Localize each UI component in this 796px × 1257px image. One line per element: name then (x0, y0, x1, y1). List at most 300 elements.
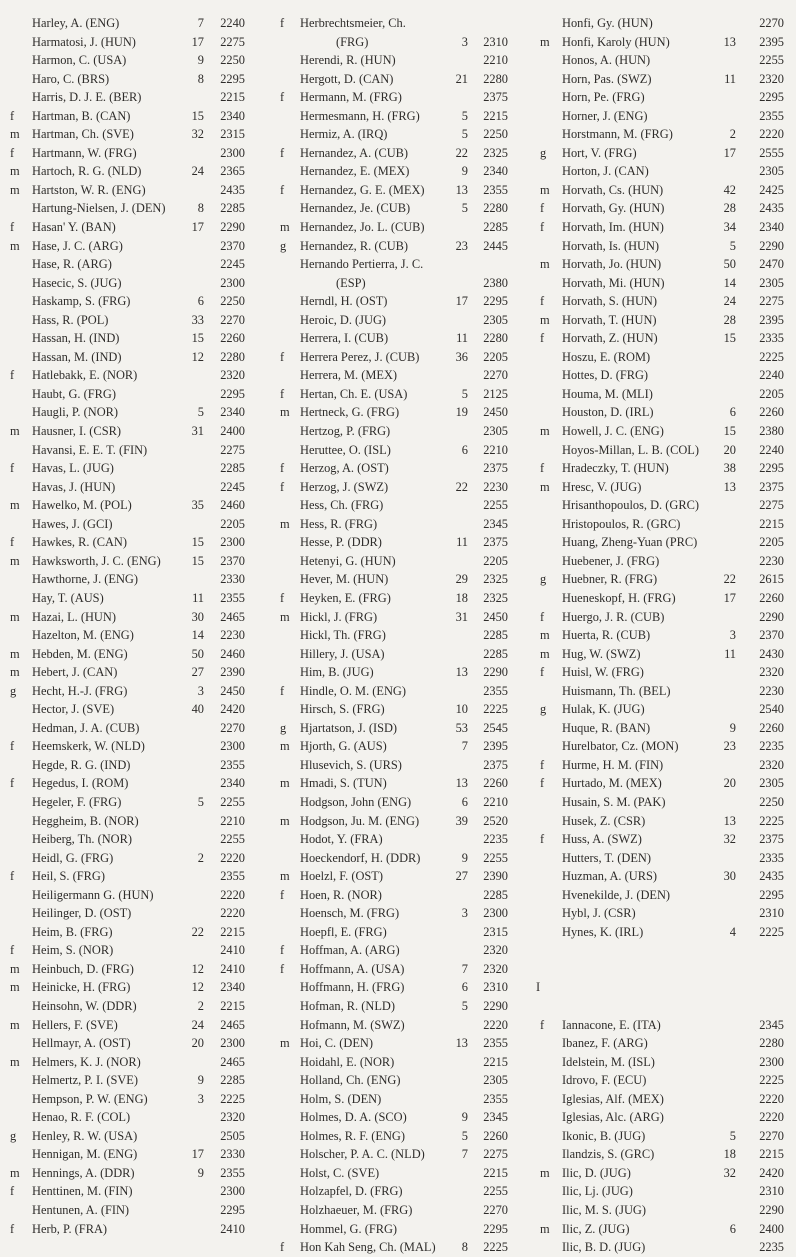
elo-rating: 2215 (483, 108, 508, 123)
games-count: 13 (723, 813, 736, 828)
elo-rating: 2555 (759, 145, 784, 160)
player-name: Hresc, V. (JUG) (562, 479, 642, 494)
player-name: Hennigan, M. (ENG) (32, 1147, 138, 1162)
title-code: m (540, 1221, 550, 1236)
elo-rating: 2215 (759, 1147, 784, 1162)
player-name: I (536, 980, 541, 995)
games-count: 11 (456, 331, 468, 346)
player-row (532, 218, 796, 237)
elo-rating: 2125 (483, 386, 508, 401)
title-code: f (10, 535, 15, 550)
player-name: Heinicke, H. (FRG) (32, 980, 131, 995)
player-name: Him, B. (JUG) (300, 665, 374, 680)
games-count: 5 (461, 998, 468, 1013)
title-code: f (10, 869, 15, 884)
games-count: 15 (723, 424, 736, 439)
player-row (268, 459, 526, 478)
games-count: 18 (455, 590, 468, 605)
player-row (532, 700, 796, 719)
player-row (0, 237, 258, 256)
title-code: m (280, 609, 290, 624)
elo-rating: 2295 (220, 71, 245, 86)
games-count: 20 (723, 776, 736, 791)
elo-rating: 2215 (483, 1165, 508, 1180)
games-count: 15 (191, 535, 204, 550)
player-row (0, 626, 258, 645)
elo-rating: 2375 (759, 479, 784, 494)
elo-rating: 2280 (759, 1036, 784, 1051)
elo-rating: 2335 (759, 331, 784, 346)
title-code: f (10, 461, 15, 476)
elo-rating: 2270 (220, 312, 245, 327)
player-row (532, 663, 796, 682)
elo-rating: 2220 (759, 127, 784, 142)
games-count: 9 (461, 1110, 468, 1125)
player-row (532, 237, 796, 256)
player-row (268, 700, 526, 719)
title-code: f (540, 776, 545, 791)
title-code: m (540, 646, 550, 661)
player-row (532, 719, 796, 738)
player-name: Hon Kah Seng, Ch. (MAL) (300, 1240, 436, 1255)
player-name: Hoeckendorf, H. (DDR) (300, 850, 421, 865)
player-row (0, 403, 258, 422)
games-count: 15 (191, 553, 204, 568)
player-name: Holmes, D. A. (SCO) (300, 1110, 407, 1125)
games-count: 6 (729, 405, 736, 420)
elo-rating: 2285 (483, 646, 508, 661)
player-name: Iglesias, Alf. (MEX) (562, 1091, 664, 1106)
player-name: Henttinen, M. (FIN) (32, 1184, 133, 1199)
title-code: f (540, 461, 545, 476)
player-row (0, 1182, 258, 1201)
games-count: 15 (723, 331, 736, 346)
games-count: 24 (723, 294, 736, 309)
elo-rating: 2250 (483, 127, 508, 142)
player-row (532, 496, 796, 515)
player-name: Heidl, G. (FRG) (32, 850, 114, 865)
player-name: Hegeler, F. (FRG) (32, 794, 122, 809)
elo-rating: 2450 (220, 683, 245, 698)
player-row (0, 960, 258, 979)
player-name: Horn, Pas. (SWZ) (562, 71, 652, 86)
elo-rating: 2295 (483, 294, 508, 309)
elo-rating: 2255 (759, 53, 784, 68)
title-code: f (540, 331, 545, 346)
elo-rating: 2300 (220, 275, 245, 290)
player-name: Hegedus, I. (ROM) (32, 776, 129, 791)
player-name: Hellers, F. (SVE) (32, 1017, 118, 1032)
player-row (268, 33, 526, 52)
player-row (268, 978, 526, 997)
player-row (532, 608, 796, 627)
player-name: Heiberg, Th. (NOR) (32, 832, 133, 847)
player-row (0, 663, 258, 682)
games-count: 28 (723, 312, 736, 327)
player-row (0, 774, 258, 793)
elo-rating: 2225 (759, 1073, 784, 1088)
player-name: Herzog, A. (OST) (300, 461, 389, 476)
player-row (268, 51, 526, 70)
elo-rating: 2355 (220, 869, 245, 884)
player-row (0, 478, 258, 497)
player-row (0, 1108, 258, 1127)
player-row (0, 385, 258, 404)
player-name: Hermann, M. (FRG) (300, 90, 402, 105)
title-code: f (10, 108, 15, 123)
games-count: 42 (723, 182, 736, 197)
title-code: f (280, 145, 285, 160)
elo-rating: 2375 (483, 461, 508, 476)
elo-rating: 2205 (483, 349, 508, 364)
player-name: Hever, M. (HUN) (300, 572, 389, 587)
player-row (268, 1053, 526, 1072)
player-row (532, 162, 796, 181)
player-row (0, 33, 258, 52)
games-count: 5 (461, 1128, 468, 1143)
elo-rating: 2355 (483, 683, 508, 698)
player-row (0, 218, 258, 237)
player-row (268, 329, 526, 348)
title-code: f (280, 182, 285, 197)
player-row (532, 459, 796, 478)
elo-rating: 2400 (220, 424, 245, 439)
elo-rating: 2340 (483, 164, 508, 179)
games-count: 6 (461, 794, 468, 809)
elo-rating: 2395 (483, 739, 508, 754)
elo-rating: 2315 (220, 127, 245, 142)
player-name: Henley, R. W. (USA) (32, 1128, 138, 1143)
player-name: Harmon, C. (USA) (32, 53, 127, 68)
player-name: Huzman, A. (URS) (562, 869, 657, 884)
player-row (0, 886, 258, 905)
elo-rating: 2280 (220, 349, 245, 364)
player-row (0, 849, 258, 868)
elo-rating: 2615 (759, 572, 784, 587)
player-name: Hertzog, P. (FRG) (300, 424, 391, 439)
elo-rating: 2210 (220, 813, 245, 828)
player-name: Hase, R. (ARG) (32, 257, 112, 272)
player-row (0, 978, 258, 997)
title-code: f (540, 201, 545, 216)
player-name: Heinbuch, D. (FRG) (32, 961, 134, 976)
player-name: Hjorth, G. (AUS) (300, 739, 387, 754)
player-row (268, 70, 526, 89)
title-code: f (10, 368, 15, 383)
title-code: m (10, 646, 20, 661)
player-name: Hetenyi, G. (HUN) (300, 553, 396, 568)
player-name: Hurtado, M. (MEX) (562, 776, 662, 791)
elo-rating: 2320 (483, 943, 508, 958)
player-name: Hartman, Ch. (SVE) (32, 127, 134, 142)
player-row (532, 1108, 796, 1127)
elo-rating: 2375 (483, 757, 508, 772)
elo-rating: 2260 (759, 405, 784, 420)
elo-rating: 2275 (483, 1147, 508, 1162)
player-name: Hernandez, A. (CUB) (300, 145, 409, 160)
player-row (532, 199, 796, 218)
elo-rating: 2300 (759, 1054, 784, 1069)
elo-rating: 2290 (483, 665, 508, 680)
elo-rating: 2540 (759, 702, 784, 717)
games-count: 39 (455, 813, 468, 828)
elo-rating: 2280 (483, 331, 508, 346)
games-count: 8 (461, 1240, 468, 1255)
player-row (268, 422, 526, 441)
games-count: 21 (455, 71, 468, 86)
elo-rating: 2355 (483, 1091, 508, 1106)
title-code: m (10, 553, 20, 568)
player-row (0, 793, 258, 812)
elo-rating: 2225 (759, 349, 784, 364)
player-row (0, 552, 258, 571)
player-row (0, 181, 258, 200)
player-name: Hazelton, M. (ENG) (32, 628, 134, 643)
player-row (268, 478, 526, 497)
player-name: Hoffmann, A. (USA) (300, 961, 405, 976)
title-code: m (540, 424, 550, 439)
games-count: 27 (191, 665, 204, 680)
elo-rating: 2420 (759, 1165, 784, 1180)
games-count: 6 (197, 294, 204, 309)
games-count: 17 (191, 34, 204, 49)
player-row (532, 274, 796, 293)
player-row (532, 51, 796, 70)
player-name: Houma, M. (MLI) (562, 386, 653, 401)
player-row (0, 645, 258, 664)
player-row (268, 292, 526, 311)
games-count: 50 (723, 257, 736, 272)
title-code: m (10, 498, 20, 513)
games-count: 17 (723, 590, 736, 605)
player-name: Hebert, J. (CAN) (32, 665, 118, 680)
player-name: Horvath, Z. (HUN) (562, 331, 658, 346)
title-code: f (540, 609, 545, 624)
title-code: f (10, 145, 15, 160)
games-count: 14 (723, 275, 736, 290)
player-row (532, 366, 796, 385)
title-code: m (10, 609, 20, 624)
games-count: 3 (729, 628, 736, 643)
elo-rating: 2260 (483, 776, 508, 791)
player-name: Horvath, Im. (HUN) (562, 220, 664, 235)
player-name: Hempson, P. W. (ENG) (32, 1091, 148, 1106)
player-name: Hess, Ch. (FRG) (300, 498, 384, 513)
title-code: f (280, 386, 285, 401)
player-name: Hartung-Nielsen, J. (DEN) (32, 201, 166, 216)
player-name: Hickl, J. (FRG) (300, 609, 378, 624)
player-name: Hernandez, Je. (CUB) (300, 201, 411, 216)
elo-rating: 2260 (220, 331, 245, 346)
player-row (268, 1238, 526, 1257)
player-name: Huerta, R. (CUB) (562, 628, 651, 643)
player-name: Heim, B. (FRG) (32, 924, 113, 939)
player-row (532, 107, 796, 126)
player-name: Huebner, R. (FRG) (562, 572, 658, 587)
player-name: Horvath, Gy. (HUN) (562, 201, 665, 216)
games-count: 19 (455, 405, 468, 420)
games-count: 9 (729, 720, 736, 735)
player-name: Horstmann, M. (FRG) (562, 127, 673, 142)
player-row (268, 237, 526, 256)
player-name: Huergo, J. R. (CUB) (562, 609, 665, 624)
player-row (268, 997, 526, 1016)
player-name: Hatlebakk, E. (NOR) (32, 368, 138, 383)
elo-rating: 2215 (483, 1054, 508, 1069)
title-code: m (10, 665, 20, 680)
player-row (0, 830, 258, 849)
title-code: f (10, 776, 15, 791)
player-name: Hebden, M. (ENG) (32, 646, 128, 661)
player-name: Hernandez, Jo. L. (CUB) (300, 220, 425, 235)
player-row (268, 255, 526, 274)
player-name: Hase, J. C. (ARG) (32, 238, 123, 253)
elo-rating: 2275 (220, 34, 245, 49)
elo-rating: 2290 (483, 998, 508, 1013)
player-name: Hillery, J. (USA) (300, 646, 385, 661)
title-code: m (540, 479, 550, 494)
player-name: Heinsohn, W. (DDR) (32, 998, 137, 1013)
title-code: f (280, 961, 285, 976)
title-code: f (280, 16, 285, 30)
player-row (532, 904, 796, 923)
title-code: g (540, 572, 547, 587)
player-row (532, 385, 796, 404)
player-name: (ESP) (336, 275, 366, 290)
elo-rating: 2285 (483, 220, 508, 235)
player-row (0, 329, 258, 348)
player-row (532, 1053, 796, 1072)
title-code: m (10, 1165, 20, 1180)
player-name: Haubt, G. (FRG) (32, 386, 116, 401)
player-row (268, 199, 526, 218)
player-name: Havas, J. (HUN) (32, 479, 116, 494)
games-count: 3 (197, 1091, 204, 1106)
elo-rating: 2420 (220, 702, 245, 717)
player-row (532, 1127, 796, 1146)
games-count: 5 (461, 386, 468, 401)
player-row (0, 51, 258, 70)
elo-rating: 2255 (483, 498, 508, 513)
player-row (268, 960, 526, 979)
player-name: Huisl, W. (FRG) (562, 665, 644, 680)
player-row (268, 682, 526, 701)
player-name: Hoelzl, F. (OST) (300, 869, 383, 884)
elo-rating: 2250 (220, 294, 245, 309)
elo-rating: 2305 (483, 1073, 508, 1088)
games-count: 4 (729, 924, 736, 939)
games-count: 30 (723, 869, 736, 884)
player-row (0, 1071, 258, 1090)
elo-rating: 2305 (759, 776, 784, 791)
title-code: m (10, 961, 20, 976)
player-row (268, 311, 526, 330)
player-name: Huss, A. (SWZ) (562, 832, 642, 847)
games-count: 20 (191, 1036, 204, 1051)
player-row (0, 608, 258, 627)
player-row (0, 1164, 258, 1183)
player-name: Holm, S. (DEN) (300, 1091, 382, 1106)
player-row (532, 311, 796, 330)
player-name: Hort, V. (FRG) (562, 145, 637, 160)
elo-rating: 2255 (483, 1184, 508, 1199)
elo-rating: 2465 (220, 609, 245, 624)
player-name: Hawelko, M. (POL) (32, 498, 132, 513)
elo-rating: 2285 (483, 887, 508, 902)
elo-rating: 2410 (220, 1221, 245, 1236)
elo-rating: 2235 (759, 1240, 784, 1255)
elo-rating: 2220 (483, 1017, 508, 1032)
player-row (0, 459, 258, 478)
player-name: Hausner, I. (CSR) (32, 424, 121, 439)
player-name: Howell, J. C. (ENG) (562, 424, 664, 439)
elo-rating: 2365 (220, 164, 245, 179)
player-row (0, 941, 258, 960)
player-row (532, 1220, 796, 1239)
player-name: Hay, T. (AUS) (32, 590, 104, 605)
elo-rating: 2370 (759, 628, 784, 643)
player-row (268, 348, 526, 367)
player-row (532, 960, 796, 979)
player-row (268, 1108, 526, 1127)
elo-rating: 2375 (483, 90, 508, 105)
elo-rating: 2375 (483, 535, 508, 550)
player-row (0, 1053, 258, 1072)
player-name: Holzapfel, D. (FRG) (300, 1184, 403, 1199)
player-row (0, 70, 258, 89)
elo-rating: 2380 (759, 424, 784, 439)
player-name: Holzhaeuer, M. (FRG) (300, 1203, 413, 1217)
elo-rating: 2260 (759, 720, 784, 735)
elo-rating: 2220 (220, 887, 245, 902)
player-name: Haugli, P. (NOR) (32, 405, 119, 420)
player-name: Hedman, J. A. (CUB) (32, 720, 140, 735)
elo-rating: 2300 (220, 1036, 245, 1051)
games-count: 29 (455, 572, 468, 587)
player-row (0, 719, 258, 738)
title-code: m (10, 1017, 20, 1032)
player-name: Herndl, H. (OST) (300, 294, 388, 309)
elo-rating: 2300 (483, 906, 508, 921)
player-row (268, 1220, 526, 1239)
elo-rating: 2240 (220, 16, 245, 30)
player-name: Ilic, Z. (JUG) (562, 1221, 630, 1236)
elo-rating: 2340 (220, 405, 245, 420)
player-name: Helmertz, P. I. (SVE) (32, 1073, 138, 1088)
player-name: Honos, A. (HUN) (562, 53, 651, 68)
player-row (0, 589, 258, 608)
games-count: 7 (197, 16, 204, 30)
title-code: m (280, 220, 290, 235)
elo-rating: 2300 (220, 1184, 245, 1199)
elo-rating: 2310 (759, 1184, 784, 1199)
player-name: Hertan, Ch. E. (USA) (300, 386, 408, 401)
title-code: m (10, 182, 20, 197)
games-count: 12 (191, 961, 204, 976)
title-code: g (540, 145, 547, 160)
elo-rating: 2285 (483, 628, 508, 643)
title-code: f (10, 739, 15, 754)
elo-rating: 2290 (759, 609, 784, 624)
player-name: Hickl, Th. (FRG) (300, 628, 386, 643)
player-name: Hermiz, A. (IRQ) (300, 127, 388, 142)
elo-rating: 2235 (483, 832, 508, 847)
player-row (268, 1182, 526, 1201)
player-row (0, 311, 258, 330)
player-row (268, 88, 526, 107)
player-row (268, 1164, 526, 1183)
player-name: Ilic, B. D. (JUG) (562, 1240, 646, 1255)
